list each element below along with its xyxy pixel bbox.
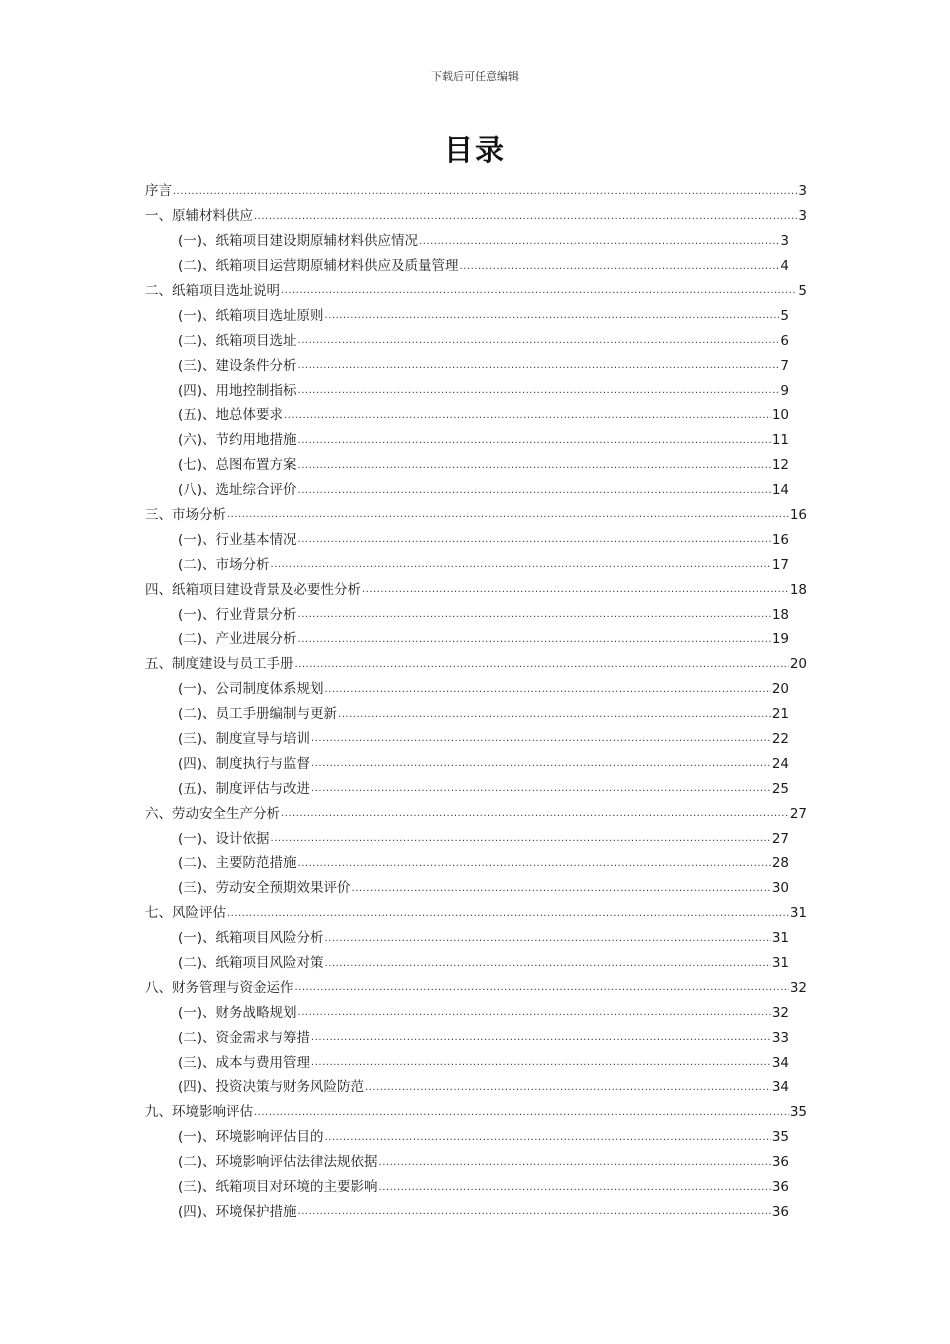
toc-dot-leader bbox=[325, 1133, 771, 1143]
toc-entry-label: (三)、劳动安全预期效果评价 bbox=[178, 880, 351, 897]
toc-section-entry[interactable] bbox=[145, 946, 807, 971]
toc-entry-label: (一)、纸箱项目选址原则 bbox=[178, 307, 324, 324]
toc-dot-leader bbox=[298, 386, 780, 396]
toc-section-entry[interactable] bbox=[145, 597, 807, 622]
toc-dot-leader bbox=[298, 1008, 771, 1018]
toc-section-entry[interactable] bbox=[145, 323, 807, 348]
toc-entry-label: 六、劳动安全生产分析 bbox=[145, 805, 280, 822]
toc-dot-leader bbox=[298, 610, 771, 620]
toc-entry-label: 序言 bbox=[145, 183, 172, 200]
toc-page-number: 7 bbox=[780, 357, 789, 374]
toc-page-number: 27 bbox=[771, 830, 789, 847]
toc-entry-label: 八、财务管理与资金运作 bbox=[145, 979, 294, 996]
toc-dot-leader bbox=[298, 336, 780, 346]
toc-page-number: 17 bbox=[771, 556, 789, 573]
toc-dot-leader bbox=[338, 710, 771, 720]
toc-dot-leader bbox=[460, 262, 780, 272]
toc-chapter-entry[interactable] bbox=[145, 647, 807, 672]
toc-dot-leader bbox=[281, 286, 797, 296]
toc-section-entry[interactable] bbox=[145, 423, 807, 448]
toc-dot-leader bbox=[325, 311, 780, 321]
toc-entry-label: (一)、行业基本情况 bbox=[178, 531, 297, 548]
toc-dot-leader bbox=[311, 1058, 771, 1068]
toc-dot-leader bbox=[298, 436, 771, 446]
toc-entry-label: (一)、环境影响评估目的 bbox=[178, 1129, 324, 1146]
toc-dot-leader bbox=[295, 660, 789, 670]
toc-page-number: 28 bbox=[771, 855, 789, 872]
toc-section-entry[interactable] bbox=[145, 398, 807, 423]
toc-dot-leader bbox=[352, 884, 771, 894]
toc-section-entry[interactable] bbox=[145, 722, 807, 747]
toc-page-number: 24 bbox=[771, 755, 789, 772]
toc-section-entry[interactable] bbox=[145, 448, 807, 473]
toc-entry-label: (二)、环境影响评估法律法规依据 bbox=[178, 1154, 378, 1171]
toc-page-number: 10 bbox=[771, 407, 789, 424]
toc-section-entry[interactable] bbox=[145, 1120, 807, 1145]
toc-chapter-entry[interactable] bbox=[145, 199, 807, 224]
toc-page-number: 22 bbox=[771, 730, 789, 747]
toc-dot-leader bbox=[311, 759, 771, 769]
toc-entry-label: 四、纸箱项目建设背景及必要性分析 bbox=[145, 581, 361, 598]
toc-entry-label: (八)、选址综合评价 bbox=[178, 482, 297, 499]
toc-dot-leader bbox=[325, 959, 771, 969]
toc-chapter-entry[interactable] bbox=[145, 174, 807, 199]
toc-dot-leader bbox=[271, 560, 771, 570]
toc-page-number: 3 bbox=[798, 183, 807, 200]
toc-entry-label: (一)、公司制度体系规划 bbox=[178, 681, 324, 698]
toc-title: 目录 bbox=[443, 133, 506, 167]
toc-dot-leader bbox=[281, 809, 789, 819]
toc-page-number: 35 bbox=[771, 1129, 789, 1146]
toc-page-number: 5 bbox=[780, 307, 789, 324]
toc-chapter-entry[interactable] bbox=[145, 896, 807, 921]
toc-page-number: 4 bbox=[780, 258, 789, 275]
toc-entry-label: (六)、节约用地措施 bbox=[178, 432, 297, 449]
toc-section-entry[interactable] bbox=[145, 846, 807, 871]
toc-entry-label: (三)、建设条件分析 bbox=[178, 357, 297, 374]
toc-section-entry[interactable] bbox=[145, 672, 807, 697]
toc-section-entry[interactable] bbox=[145, 697, 807, 722]
toc-section-entry[interactable] bbox=[145, 871, 807, 896]
toc-page-number: 35 bbox=[789, 1104, 807, 1121]
toc-page-number: 11 bbox=[771, 432, 789, 449]
toc-entry-label: 九、环境影响评估 bbox=[145, 1104, 253, 1121]
toc-entry-label: (四)、用地控制指标 bbox=[178, 382, 297, 399]
toc-page-number: 30 bbox=[771, 880, 789, 897]
toc-page-number: 31 bbox=[789, 905, 807, 922]
toc-entry-label: (一)、行业背景分析 bbox=[178, 606, 297, 623]
toc-page-number: 18 bbox=[789, 581, 807, 598]
toc-section-entry[interactable] bbox=[145, 771, 807, 796]
toc-page-number: 36 bbox=[771, 1203, 789, 1220]
toc-page-number: 16 bbox=[789, 506, 807, 523]
toc-entry-label: (七)、总图布置方案 bbox=[178, 457, 297, 474]
toc-entry-label: (三)、纸箱项目对环境的主要影响 bbox=[178, 1179, 378, 1196]
toc-entry-label: 二、纸箱项目选址说明 bbox=[145, 282, 280, 299]
toc-entry-label: (三)、制度宣导与培训 bbox=[178, 730, 311, 747]
toc-page-number: 36 bbox=[771, 1154, 789, 1171]
toc-entry-label: (二)、资金需求与筹措 bbox=[178, 1029, 311, 1046]
toc-section-entry[interactable] bbox=[145, 995, 807, 1020]
toc-entry-label: 五、制度建设与员工手册 bbox=[145, 656, 294, 673]
toc-dot-leader bbox=[298, 461, 771, 471]
toc-dot-leader bbox=[311, 784, 771, 794]
toc-page-number: 34 bbox=[771, 1054, 789, 1071]
toc-dot-leader bbox=[298, 1207, 771, 1217]
toc-dot-leader bbox=[311, 734, 771, 744]
toc-page-number: 6 bbox=[780, 332, 789, 349]
toc-dot-leader bbox=[298, 486, 771, 496]
toc-page-number: 3 bbox=[798, 208, 807, 225]
toc-dot-leader bbox=[379, 1183, 771, 1193]
toc-section-entry[interactable] bbox=[145, 224, 807, 249]
toc-dot-leader bbox=[271, 834, 771, 844]
toc-entry-label: (四)、投资决策与财务风险防范 bbox=[178, 1079, 365, 1096]
toc-dot-leader bbox=[254, 212, 797, 222]
toc-dot-leader bbox=[419, 237, 779, 247]
toc-chapter-entry[interactable] bbox=[145, 274, 807, 299]
toc-section-entry[interactable] bbox=[145, 921, 807, 946]
toc-entry-label: 三、市场分析 bbox=[145, 506, 226, 523]
toc-page-number: 21 bbox=[771, 706, 789, 723]
toc-page-number: 25 bbox=[771, 780, 789, 797]
toc-chapter-entry[interactable] bbox=[145, 498, 807, 523]
toc-entry-label: 七、风险评估 bbox=[145, 905, 226, 922]
toc-dot-leader bbox=[227, 510, 789, 520]
header-note: 下载后可任意编辑 bbox=[431, 70, 519, 83]
toc-page-number: 36 bbox=[771, 1179, 789, 1196]
toc-dot-leader bbox=[298, 859, 771, 869]
toc-section-entry[interactable] bbox=[145, 298, 807, 323]
toc-dot-leader bbox=[311, 1033, 771, 1043]
toc-dot-leader bbox=[173, 187, 797, 197]
toc-section-entry[interactable] bbox=[145, 1145, 807, 1170]
toc-page-number: 14 bbox=[771, 482, 789, 499]
toc-page-number: 19 bbox=[771, 631, 789, 648]
toc-section-entry[interactable] bbox=[145, 373, 807, 398]
toc-entry-label: (四)、制度执行与监督 bbox=[178, 755, 311, 772]
toc-chapter-entry[interactable] bbox=[145, 1095, 807, 1120]
toc-dot-leader bbox=[298, 361, 780, 371]
toc-dot-leader bbox=[298, 535, 771, 545]
toc-page-number: 12 bbox=[771, 457, 789, 474]
toc-entry-label: (一)、设计依据 bbox=[178, 830, 270, 847]
toc-dot-leader bbox=[379, 1158, 771, 1168]
toc-entry-label: (二)、纸箱项目风险对策 bbox=[178, 955, 324, 971]
toc-section-entry[interactable] bbox=[145, 821, 807, 846]
toc-entry-label: (二)、产业进展分析 bbox=[178, 631, 297, 648]
toc-entry-label: (二)、纸箱项目选址 bbox=[178, 332, 297, 349]
toc-page-number: 9 bbox=[780, 382, 789, 399]
toc-chapter-entry[interactable] bbox=[145, 971, 807, 996]
toc-dot-leader bbox=[325, 685, 771, 695]
toc-dot-leader bbox=[254, 1108, 789, 1118]
toc-entry-label: (五)、制度评估与改进 bbox=[178, 780, 311, 797]
toc-page-number: 20 bbox=[771, 681, 789, 698]
toc-dot-leader bbox=[284, 411, 771, 421]
table-of-contents bbox=[145, 174, 807, 1219]
toc-section-entry[interactable] bbox=[145, 522, 807, 547]
toc-entry-label: (二)、主要防范措施 bbox=[178, 855, 297, 872]
toc-section-entry[interactable] bbox=[145, 1070, 807, 1095]
toc-section-entry[interactable] bbox=[145, 1020, 807, 1045]
toc-entry-label: (三)、成本与费用管理 bbox=[178, 1054, 311, 1071]
toc-dot-leader bbox=[227, 909, 789, 919]
toc-page-number: 18 bbox=[771, 606, 789, 623]
toc-dot-leader bbox=[365, 1083, 771, 1093]
toc-entry-label: (一)、财务战略规划 bbox=[178, 1004, 297, 1021]
toc-entry-label: (二)、市场分析 bbox=[178, 556, 270, 573]
toc-chapter-entry[interactable] bbox=[145, 796, 807, 821]
toc-dot-leader bbox=[362, 585, 789, 595]
toc-page-number: 32 bbox=[771, 1004, 789, 1021]
toc-dot-leader bbox=[325, 934, 771, 944]
toc-entry-label: (一)、纸箱项目风险分析 bbox=[178, 930, 324, 947]
toc-page-number: 31 bbox=[771, 930, 789, 947]
toc-entry-label: 一、原辅材料供应 bbox=[145, 208, 253, 225]
toc-page-number: 27 bbox=[789, 805, 807, 822]
toc-section-entry[interactable] bbox=[145, 348, 807, 373]
toc-entry-label: (五)、地总体要求 bbox=[178, 407, 284, 424]
toc-section-entry[interactable] bbox=[145, 547, 807, 572]
toc-entry-label: (一)、纸箱项目建设期原辅材料供应情况 bbox=[178, 233, 419, 250]
toc-section-entry[interactable] bbox=[145, 622, 807, 647]
toc-page-number: 34 bbox=[771, 1079, 789, 1096]
toc-section-entry[interactable] bbox=[145, 473, 807, 498]
toc-section-entry[interactable] bbox=[145, 1045, 807, 1070]
toc-entry-label: (二)、员工手册编制与更新 bbox=[178, 706, 338, 723]
toc-dot-leader bbox=[298, 635, 771, 645]
toc-section-entry[interactable] bbox=[145, 249, 807, 274]
toc-page-number: 33 bbox=[771, 1029, 789, 1046]
toc-page-number: 5 bbox=[798, 282, 807, 299]
toc-page-number: 32 bbox=[789, 979, 807, 996]
toc-section-entry[interactable] bbox=[145, 1170, 807, 1195]
toc-page-number: 31 bbox=[771, 955, 789, 971]
toc-page-number: 3 bbox=[780, 233, 789, 250]
toc-dot-leader bbox=[295, 983, 789, 993]
toc-chapter-entry[interactable] bbox=[145, 572, 807, 597]
toc-section-entry[interactable] bbox=[145, 746, 807, 771]
toc-page-number: 20 bbox=[789, 656, 807, 673]
toc-section-entry[interactable] bbox=[145, 1195, 807, 1220]
toc-page-number: 16 bbox=[771, 531, 789, 548]
toc-entry-label: (四)、环境保护措施 bbox=[178, 1203, 297, 1220]
toc-entry-label: (二)、纸箱项目运营期原辅材料供应及质量管理 bbox=[178, 258, 459, 275]
